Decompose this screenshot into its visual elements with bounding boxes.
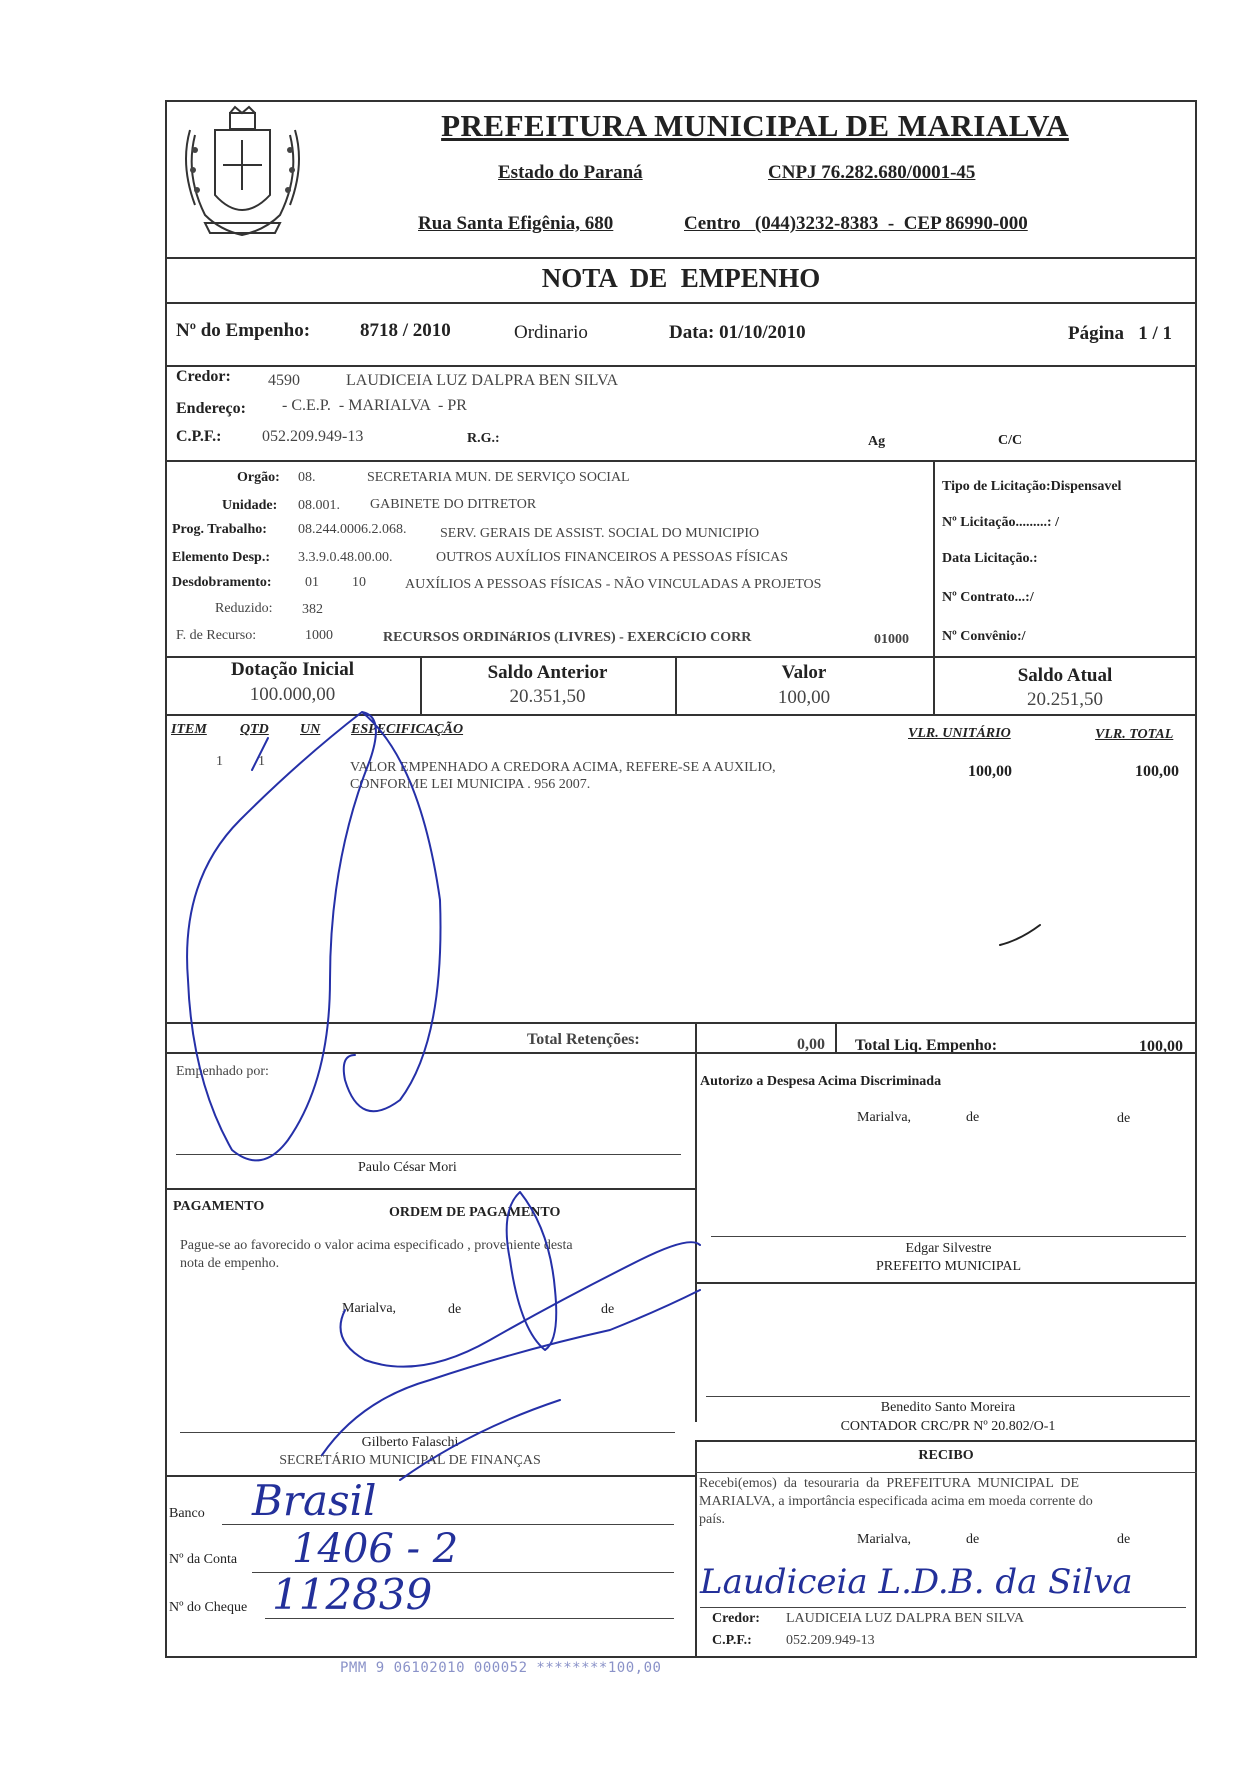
autorizo-label: Autorizo a Despesa Acima Discriminada [700, 1074, 942, 1089]
banco-label: Banco [169, 1506, 205, 1521]
autorizo-de2: de [1117, 1111, 1131, 1126]
recibo-city: Marialva, [857, 1532, 912, 1547]
conta-label: Nº da Conta [169, 1552, 238, 1567]
pagamento-signer: Gilberto Falaschi [361, 1435, 459, 1450]
empenhado-por-label: Empenhado por: [176, 1064, 269, 1079]
credor-name: LAUDICEIA LUZ DALPRA BEN SILVA [346, 372, 619, 389]
item-spec-line1: VALOR EMPENHADO A CREDORA ACIMA, REFERE-SE A AUXILIO, [350, 760, 776, 775]
orgao-label: Orgão: [237, 470, 280, 485]
col-especificacao: ESPECIFICAÇÃO [351, 722, 464, 737]
numero-convenio: Nº Convênio:/ [942, 629, 1026, 644]
unidade-label: Unidade: [222, 498, 278, 513]
municipality-title: PREFEITURA MUNICIPAL DE MARIALVA [441, 108, 1069, 143]
recibo-credor-label: Credor: [712, 1611, 760, 1626]
recibo-text-1: Recebi(emos) da tesouraria da PREFEITURA MUNICIPAL DE [699, 1476, 1080, 1491]
col-qtd: QTD [240, 722, 269, 737]
prefeito-title: PREFEITO MUNICIPAL [875, 1259, 1022, 1274]
unidade-code: 08.001. [298, 498, 340, 513]
empenho-number: 8718 / 2010 [360, 320, 451, 341]
prog-label: Prog. Trabalho: [172, 522, 267, 537]
page-number: Página 1 / 1 [1068, 323, 1172, 344]
total-liquido-label: Total Liq. Empenho: [855, 1037, 998, 1054]
credor-address: - C.E.P. - MARIALVA - PR [282, 397, 467, 414]
dotacao-label: Dotação Inicial [231, 659, 354, 680]
recibo-cpf: 052.209.949-13 [786, 1633, 875, 1648]
saldo-anterior-value: 20.351,50 [509, 686, 586, 707]
numero-licitacao: Nº Licitação.........: / [942, 515, 1059, 530]
item-qtd: 1 [258, 754, 265, 769]
elemento-code: 3.3.9.0.48.00.00. [298, 550, 393, 565]
pagamento-text-1: Pague-se ao favorecido o valor acima especificado , proveniente desta [180, 1238, 573, 1253]
valor-value: 100,00 [777, 687, 831, 708]
autorizo-city: Marialva, [857, 1110, 912, 1125]
recibo-text-3: país. [699, 1512, 726, 1527]
empenhado-signer: Paulo César Mori [358, 1160, 457, 1175]
pagamento-text-2: nota de empenho. [180, 1256, 280, 1271]
item-total-value: 100,00 [1135, 763, 1179, 780]
retencoes-value: 0,00 [797, 1036, 825, 1053]
credor-label: Credor: [176, 368, 231, 385]
col-vlr-total: VLR. TOTAL [1095, 727, 1174, 742]
cheque-value[interactable]: 112839 [272, 1570, 433, 1619]
contador-name: Benedito Santo Moreira [880, 1400, 1016, 1415]
saldo-atual-value: 20.251,50 [1027, 689, 1103, 710]
street-address: Rua Santa Efigênia, 680 [418, 213, 614, 234]
prog-name: SERV. GERAIS DE ASSIST. SOCIAL DO MUNICIPIO [440, 526, 760, 541]
desdobramento-name: AUXÍLIOS A PESSOAS FÍSICAS - NÃO VINCULADAS A PROJETOS [405, 577, 822, 592]
desdobramento-label: Desdobramento: [172, 575, 272, 590]
reduzido-value: 382 [302, 602, 323, 617]
banco-value[interactable]: Brasil [252, 1476, 377, 1525]
col-item: ITEM [171, 722, 207, 737]
address-label: Endereço: [176, 400, 246, 417]
total-liquido-value: 100,00 [1139, 1038, 1183, 1055]
item-number: 1 [216, 754, 223, 769]
pagamento-signer-title: SECRETÁRIO MUNICIPAL DE FINANÇAS [279, 1453, 541, 1468]
unidade-name: GABINETE DO DITRETOR [370, 497, 537, 512]
cpf-label: C.P.F.: [176, 428, 222, 445]
elemento-label: Elemento Desp.: [172, 550, 270, 565]
recurso-label: F. de Recurso: [176, 628, 257, 643]
ordem-pagamento-label: ORDEM DE PAGAMENTO [389, 1205, 561, 1220]
prefeito-name: Edgar Silvestre [905, 1241, 992, 1256]
pagamento-label: PAGAMENTO [173, 1199, 265, 1214]
col-un: UN [300, 722, 321, 737]
saldo-atual-label: Saldo Atual [1017, 665, 1113, 686]
pagamento-city: Marialva, [342, 1301, 397, 1316]
recibo-signature: Laudiceia L.D.B. da Silva [700, 1562, 1133, 1602]
data-licitacao: Data Licitação.: [942, 551, 1038, 566]
credor-code: 4590 [268, 372, 300, 389]
state-name: Estado do Paraná [498, 162, 643, 183]
recurso-code: 1000 [305, 628, 333, 643]
cc-label: C/C [998, 433, 1023, 448]
pagamento-de2: de [601, 1302, 615, 1317]
saldo-anterior-label: Saldo Anterior [487, 662, 608, 683]
reduzido-label: Reduzido: [215, 601, 273, 616]
recibo-credor-name: LAUDICEIA LUZ DALPRA BEN SILVA [786, 1611, 1025, 1626]
prog-code: 08.244.0006.2.068. [298, 522, 407, 537]
desdobramento-sub: 10 [352, 575, 366, 590]
payment-stamp: PMM 9 06102010 000052 ********100,00 [340, 1660, 662, 1676]
phone-cep: Centro (044)3232-8383 - CEP 86990-000 [684, 213, 1028, 234]
cheque-label: Nº do Cheque [169, 1600, 248, 1615]
autorizo-de1: de [966, 1110, 980, 1125]
tipo-licitacao: Tipo de Licitação:Dispensavel [942, 479, 1122, 494]
empenho-label: Nº do Empenho: [176, 320, 311, 341]
rg-label: R.G.: [467, 431, 500, 446]
conta-value[interactable]: 1406 - 2 [292, 1526, 459, 1572]
empenho-date: Data: 01/10/2010 [669, 322, 806, 343]
empenho-type: Ordinario [514, 322, 588, 343]
recurso-name: RECURSOS ORDINáRIOS (LIVRES) - EXERCíCIO CORR [383, 630, 752, 645]
recibo-label: RECIBO [918, 1448, 974, 1463]
recibo-de2: de [1117, 1532, 1131, 1547]
item-spec-line2: CONFORME LEI MUNICIPA . 956 2007. [350, 777, 591, 792]
cnpj: CNPJ 76.282.680/0001-45 [768, 162, 976, 183]
dotacao-value: 100.000,00 [249, 684, 336, 705]
credor-cpf: 052.209.949-13 [262, 428, 364, 445]
recurso-sub: 01000 [874, 632, 909, 647]
item-unit-value: 100,00 [968, 763, 1012, 780]
ag-label: Ag [868, 434, 886, 449]
col-vlr-unitario: VLR. UNITÁRIO [908, 726, 1011, 741]
recibo-cpf-label: C.P.F.: [712, 1633, 752, 1648]
orgao-name: SECRETARIA MUN. DE SERVIÇO SOCIAL [367, 470, 630, 485]
recibo-de1: de [966, 1532, 980, 1547]
orgao-code: 08. [298, 470, 316, 485]
retencoes-label: Total Retenções: [527, 1031, 640, 1048]
valor-label: Valor [781, 662, 827, 683]
document-title: NOTA DE EMPENHO [541, 263, 821, 293]
pagamento-de1: de [448, 1302, 462, 1317]
desdobramento-code: 01 [305, 575, 319, 590]
numero-contrato: Nº Contrato...:/ [942, 590, 1034, 605]
elemento-name: OUTROS AUXÍLIOS FINANCEIROS A PESSOAS FÍSICAS [436, 550, 789, 565]
recibo-text-2: MARIALVA, a importância especificada acima em moeda corrente do [699, 1494, 1093, 1509]
contador-title: CONTADOR CRC/PR Nº 20.802/O-1 [840, 1419, 1056, 1434]
